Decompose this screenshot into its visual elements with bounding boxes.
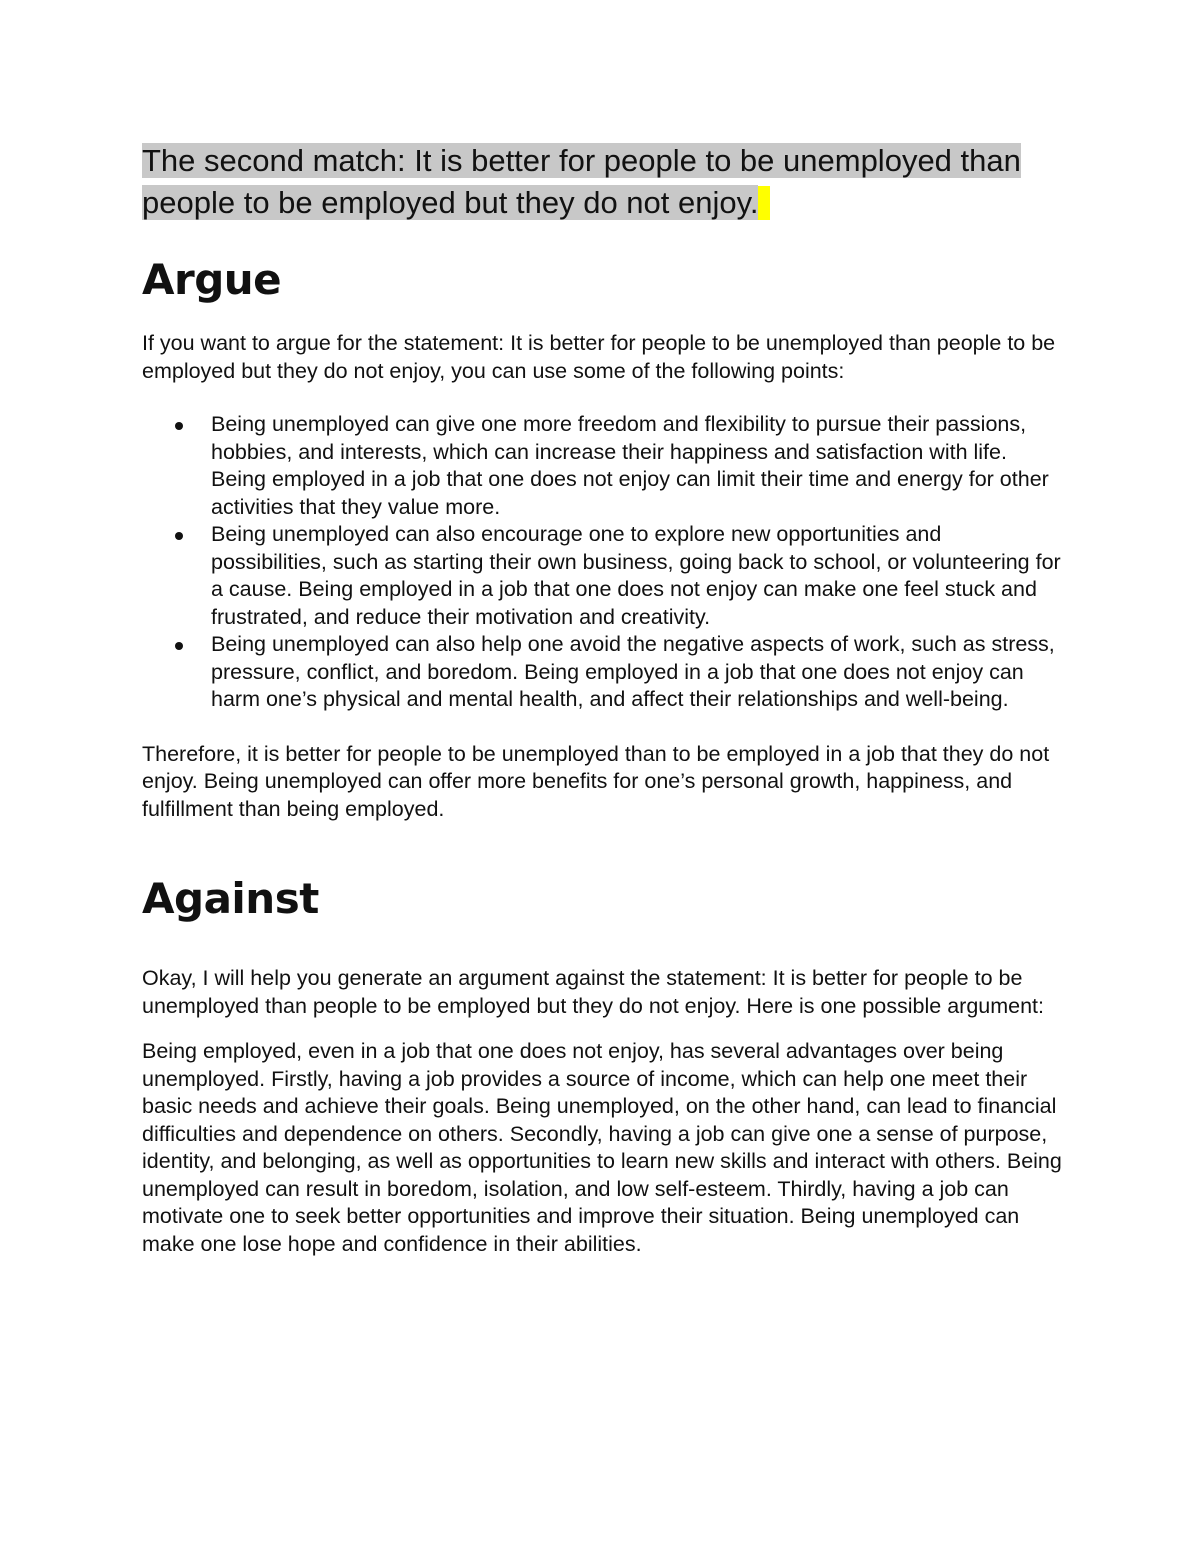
document-title (142, 140, 1062, 224)
bullet-icon (175, 422, 183, 430)
list-item (142, 631, 1062, 714)
against-intro: Okay, I will help you generate an argument against the statement: It is better for people to be unemployed than people to be employed but they do not enjoy. Here is one possible argument: (142, 966, 1045, 1018)
bullet-icon (175, 642, 183, 650)
argue-point-text: Being unemployed can also help one avoid the negative aspects of work, such as stress, pressure, conflict, and boredom. Being employed in a job that one does not enjoy can harm one’s physical and mental health, and affect their relationships and well-being. (211, 632, 1055, 711)
argue-conclusion: Therefore, it is better for people to be unemployed than to be employed in a job that they do not enjoy. Being unemployed can offer more benefits for one’s personal growth, happiness, and fulfillment than being employed. (142, 741, 1050, 821)
list-item (142, 411, 1062, 521)
against-argument: Being employed, even in a job that one does not enjoy, has several advantages over being unemployed. Firstly, having a job provides a source of income, which can help one meet their basic needs and achieve their goals. Being unemployed, on the other hand, can lead to financial difficulties and dependence on others. Secondly, having a job can give one a sense of purpose, identity, and belonging, as well as opportunities to learn new skills and interact with others. Being unemployed can result in boredom, isolation, and low self-esteem. Thirdly, having a job can motivate one to seek better opportunities and improve their situation. Being unemployed can make one lose hope and confidence in their abilities. (142, 1039, 1062, 1256)
argue-heading: Argue (142, 255, 282, 304)
title-highlight: The second match: It is better for people to be unemployed than people to be employed but they do not enjoy. (142, 143, 1021, 220)
argue-intro: If you want to argue for the statement: It is better for people to be unemployed than people to be employed but they do not enjoy, you can use some of the following points: (142, 331, 1056, 383)
against-heading: Against (142, 874, 319, 923)
yellow-highlight-mark (758, 186, 770, 220)
document-content (142, 140, 1062, 1258)
argue-points-list (142, 411, 1062, 714)
argue-point-text: Being unemployed can give one more freedom and flexibility to pursue their passions, hobbies, and interests, which can increase their happiness and satisfaction with life. Being employed in a job that one does not enjoy can limit their time and energy for other activities that they value more. (211, 412, 1049, 519)
list-item (142, 521, 1062, 631)
bullet-icon (175, 532, 183, 540)
argue-point-text: Being unemployed can also encourage one to explore new opportunities and possibilities, such as starting their own business, going back to school, or volunteering for a cause. Being employed in a job that one does not enjoy can make one feel stuck and frustrated, and reduce their motivation and creativity. (211, 522, 1061, 629)
